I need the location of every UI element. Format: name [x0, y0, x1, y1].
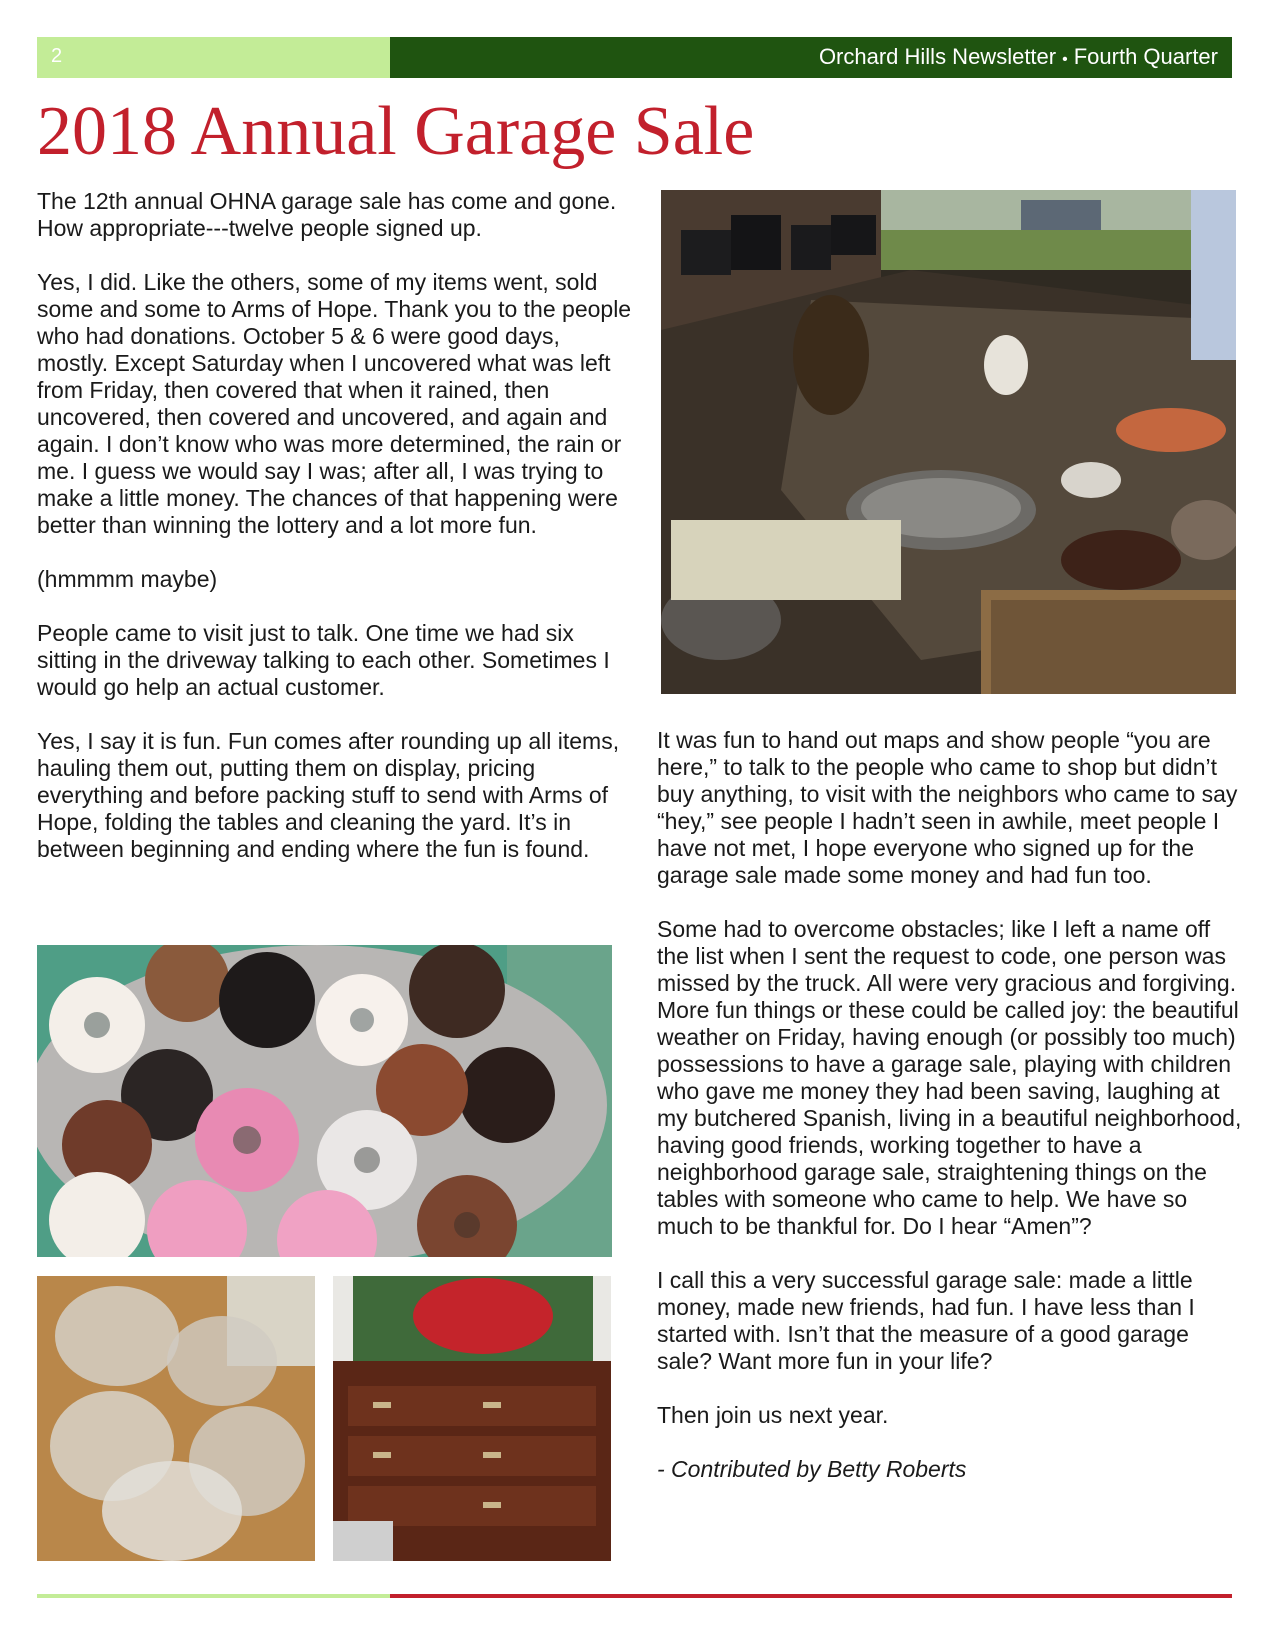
article-paragraph: Yes, I did. Like the others, some of my items went, sold some and some to Arms of Hope. Thank you to the people who had donations. October 5 & 6 were good days, mostly. Except Saturday when I uncovered what was left from Friday, then covered that when it rained, then uncovered, then covered and uncovered, and again and again. I don’t know who was more determined, the rain or me. I guess we would say I was; after all, I was trying to make a little money. The chances of that happening were better than winning the lottery and a lot more fun.	[37, 269, 632, 538]
article-paragraph: (hmmmm maybe)	[37, 566, 218, 592]
glassware-photo	[37, 1276, 315, 1561]
article-paragraph: I call this a very successful garage sale: made a little money, made new friends, had fun. I have less than I started with. Isn’t that the measure of a good garage sale? Want more fun in your life?	[657, 1267, 1195, 1374]
article-left-column	[37, 188, 637, 890]
article-byline: - Contributed by Betty Roberts	[657, 1456, 967, 1482]
footer-accent-light	[37, 1594, 390, 1598]
footer-bar	[37, 1594, 1232, 1598]
article-paragraph: Yes, I say it is fun. Fun comes after rounding up all items, hauling them out, putting them on display, pricing everything and before packing stuff to send with Arms of Hope, folding the tables and cleaning the yard. It’s in between beginning and ending where the fun is found.	[37, 728, 620, 862]
article-title: 2018 Annual Garage Sale	[37, 93, 755, 170]
header-bar	[37, 37, 1232, 78]
article-right-column	[657, 727, 1247, 1510]
article-paragraph: The 12th annual OHNA garage sale has come and gone. How appropriate---twelve people signed up.	[37, 188, 617, 241]
newsletter-name: Orchard Hills Newsletter	[818, 44, 1057, 69]
article-paragraph: Some had to overcome obstacles; like I left a name off the list when I sent the request to code, one person was missed by the truck. All were very gracious and forgiving. More fun things or these could be called joy: the beautiful weather on Friday, having enough (or possibly too much) possessions to have a garage sale, playing with children who gave me money they had been saving, laughing at my butchered Spanish, living in a beautiful neighborhood, having good friends, working together to have a neighborhood garage sale, straightening things on the tables with someone who came to help. We have so much to be thankful for. Do I hear “Amen”?	[657, 916, 1242, 1239]
page-number: 2	[51, 45, 63, 67]
newsletter-title	[819, 44, 1218, 70]
garage-sale-photo	[661, 190, 1236, 694]
dresser-photo	[333, 1276, 611, 1561]
header-accent-light	[37, 37, 390, 78]
title-separator: •	[1062, 51, 1068, 68]
donuts-photo	[37, 945, 612, 1257]
article-paragraph: Then join us next year.	[657, 1402, 889, 1428]
issue-label: Fourth Quarter	[1073, 44, 1218, 69]
article-paragraph: It was fun to hand out maps and show people “you are here,” to talk to the people who came to shop but didn’t buy anything, to visit with the neighbors who came to say “hey,” see people I hadn’t seen in awhile, meet people I have not met, I hope everyone who signed up for the garage sale made some money and had fun too.	[657, 727, 1238, 888]
article-paragraph: People came to visit just to talk. One time we had six sitting in the driveway talking to each other. Sometimes I would go help an actual customer.	[37, 620, 610, 700]
header-accent-dark	[390, 37, 1232, 78]
footer-accent-red	[390, 1594, 1232, 1598]
